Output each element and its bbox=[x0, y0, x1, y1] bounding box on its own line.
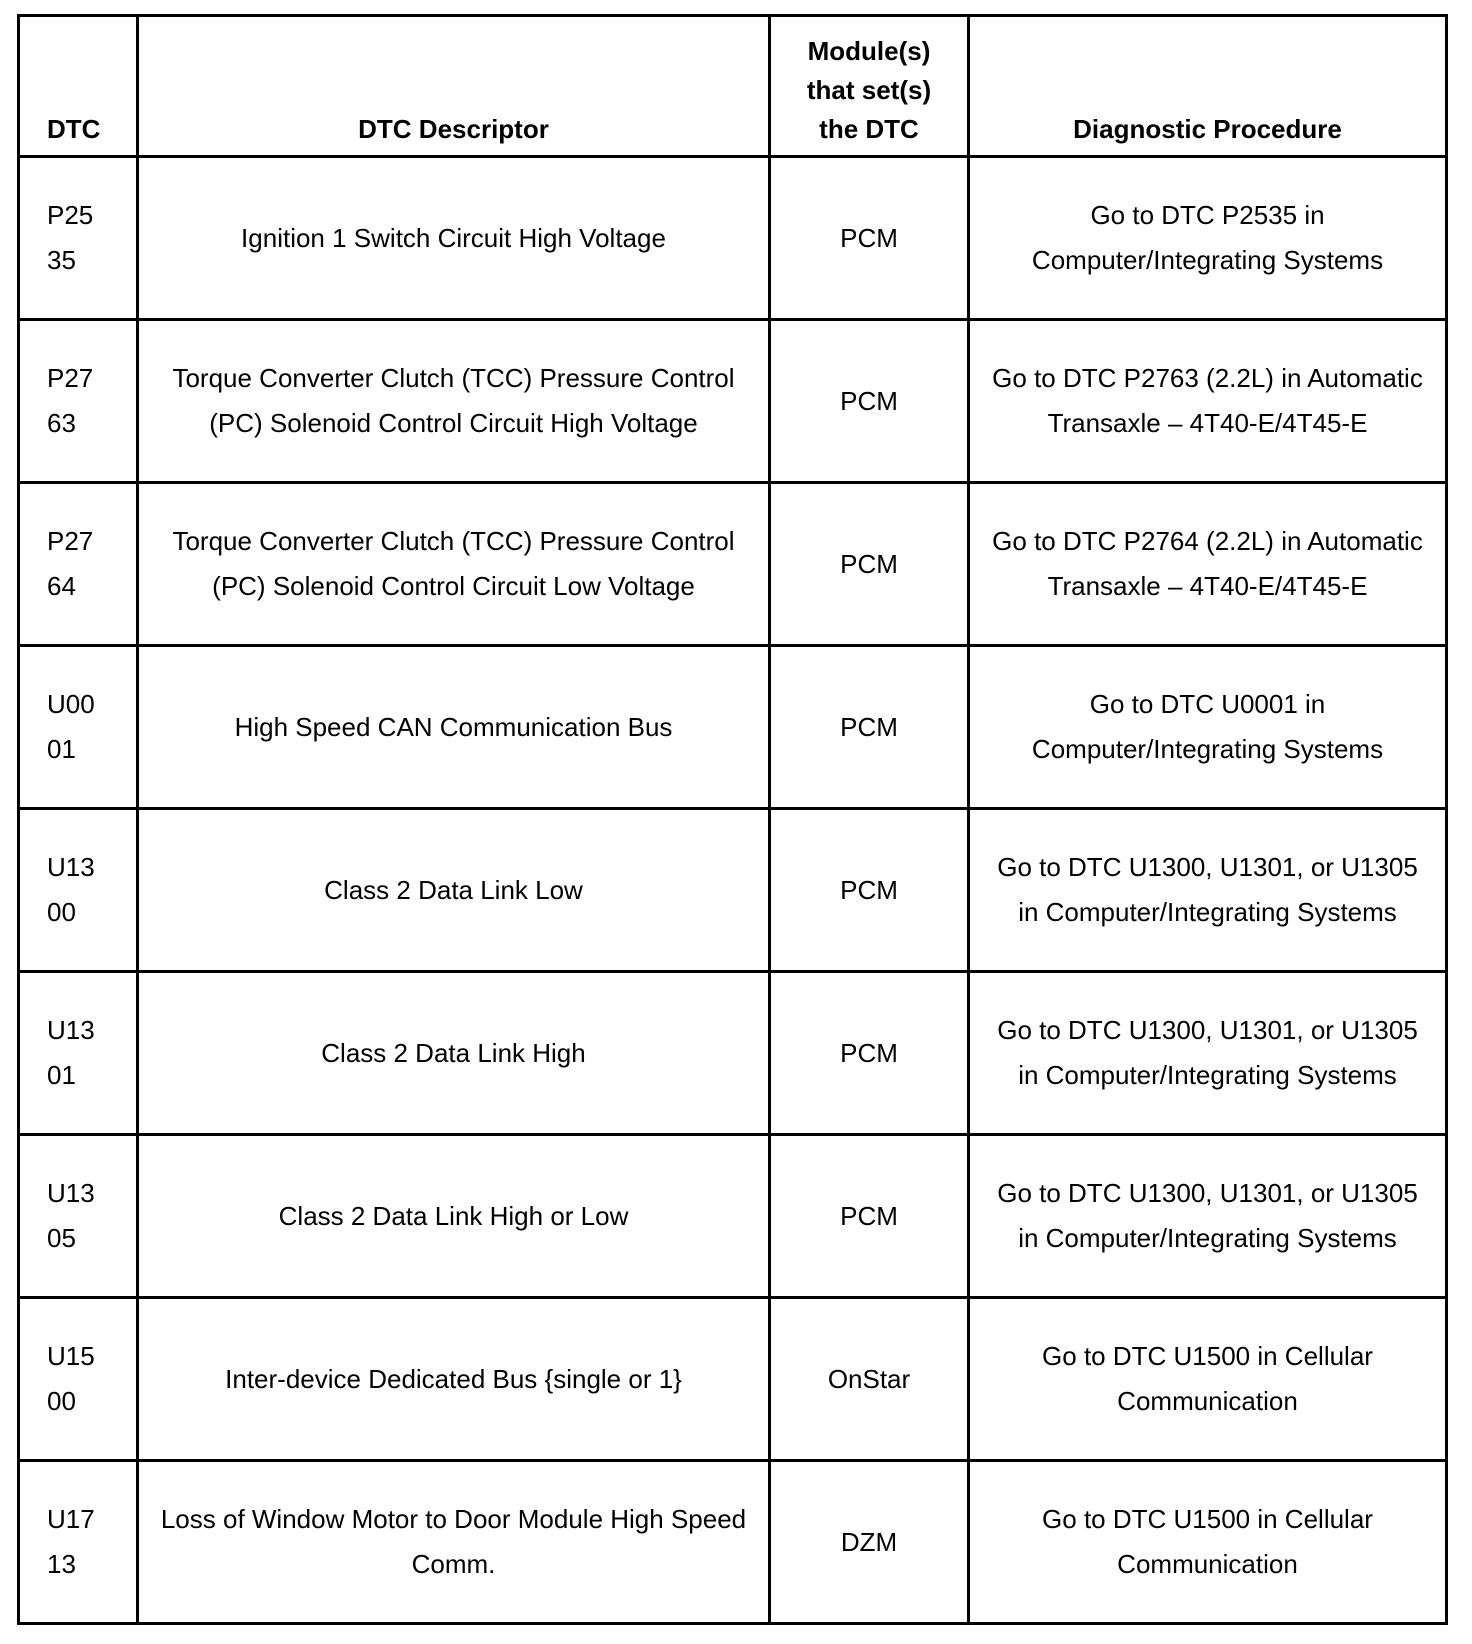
dtc-descriptor: Loss of Window Motor to Door Module High Speed Comm. bbox=[138, 1461, 770, 1624]
dtc-module: PCM bbox=[770, 972, 969, 1135]
dtc-procedure: Go to DTC U0001 in Computer/Integrating Systems bbox=[969, 646, 1447, 809]
dtc-procedure: Go to DTC P2763 (2.2L) in Automatic Transaxle – 4T40-E/4T45-E bbox=[969, 320, 1447, 483]
table-header-row bbox=[19, 16, 1447, 157]
table-row bbox=[19, 320, 1447, 483]
dtc-descriptor: High Speed CAN Communication Bus bbox=[138, 646, 770, 809]
dtc-code: P2535 bbox=[47, 200, 94, 275]
dtc-procedure: Go to DTC U1300, U1301, or U1305 in Computer/Integrating Systems bbox=[969, 809, 1447, 972]
dtc-code: U1500 bbox=[47, 1341, 95, 1416]
header-descriptor: DTC Descriptor bbox=[138, 16, 770, 157]
dtc-code-cell bbox=[19, 1461, 138, 1624]
dtc-descriptor: Class 2 Data Link Low bbox=[138, 809, 770, 972]
dtc-code-cell bbox=[19, 1298, 138, 1461]
dtc-descriptor: Torque Converter Clutch (TCC) Pressure Control (PC) Solenoid Control Circuit High Voltage bbox=[138, 320, 770, 483]
dtc-descriptor: Class 2 Data Link High or Low bbox=[138, 1135, 770, 1298]
dtc-code: U1301 bbox=[47, 1015, 95, 1090]
table-row bbox=[19, 157, 1447, 320]
header-dtc: DTC bbox=[19, 16, 138, 157]
dtc-procedure: Go to DTC U1500 in Cellular Communication bbox=[969, 1461, 1447, 1624]
dtc-procedure: Go to DTC P2535 in Computer/Integrating Systems bbox=[969, 157, 1447, 320]
dtc-procedure: Go to DTC U1300, U1301, or U1305 in Computer/Integrating Systems bbox=[969, 1135, 1447, 1298]
table-row bbox=[19, 809, 1447, 972]
dtc-descriptor: Torque Converter Clutch (TCC) Pressure Control (PC) Solenoid Control Circuit Low Voltage bbox=[138, 483, 770, 646]
dtc-module: PCM bbox=[770, 157, 969, 320]
dtc-module: DZM bbox=[770, 1461, 969, 1624]
dtc-code: U1305 bbox=[47, 1178, 95, 1253]
dtc-module: PCM bbox=[770, 320, 969, 483]
dtc-code-cell bbox=[19, 972, 138, 1135]
dtc-descriptor: Class 2 Data Link High bbox=[138, 972, 770, 1135]
dtc-code: U1300 bbox=[47, 852, 95, 927]
table-row bbox=[19, 483, 1447, 646]
dtc-module: PCM bbox=[770, 646, 969, 809]
dtc-code-cell bbox=[19, 320, 138, 483]
dtc-module: PCM bbox=[770, 809, 969, 972]
dtc-code: P2763 bbox=[47, 363, 94, 438]
dtc-code: U0001 bbox=[47, 689, 95, 764]
table-row bbox=[19, 646, 1447, 809]
dtc-code-cell bbox=[19, 157, 138, 320]
dtc-procedure: Go to DTC U1500 in Cellular Communication bbox=[969, 1298, 1447, 1461]
dtc-table bbox=[17, 14, 1448, 1625]
dtc-code-cell bbox=[19, 483, 138, 646]
dtc-code-cell bbox=[19, 809, 138, 972]
dtc-code-cell bbox=[19, 1135, 138, 1298]
header-module: Module(s) that set(s) the DTC bbox=[770, 16, 969, 157]
dtc-module: OnStar bbox=[770, 1298, 969, 1461]
dtc-descriptor: Ignition 1 Switch Circuit High Voltage bbox=[138, 157, 770, 320]
dtc-code: U1713 bbox=[47, 1504, 95, 1579]
dtc-module: PCM bbox=[770, 1135, 969, 1298]
dtc-code: P2764 bbox=[47, 526, 94, 601]
table-row bbox=[19, 1461, 1447, 1624]
table-row bbox=[19, 1135, 1447, 1298]
dtc-module: PCM bbox=[770, 483, 969, 646]
dtc-code-cell bbox=[19, 646, 138, 809]
table-row bbox=[19, 972, 1447, 1135]
dtc-descriptor: Inter-device Dedicated Bus {single or 1} bbox=[138, 1298, 770, 1461]
dtc-procedure: Go to DTC P2764 (2.2L) in Automatic Transaxle – 4T40-E/4T45-E bbox=[969, 483, 1447, 646]
table-row bbox=[19, 1298, 1447, 1461]
header-procedure: Diagnostic Procedure bbox=[969, 16, 1447, 157]
dtc-procedure: Go to DTC U1300, U1301, or U1305 in Computer/Integrating Systems bbox=[969, 972, 1447, 1135]
